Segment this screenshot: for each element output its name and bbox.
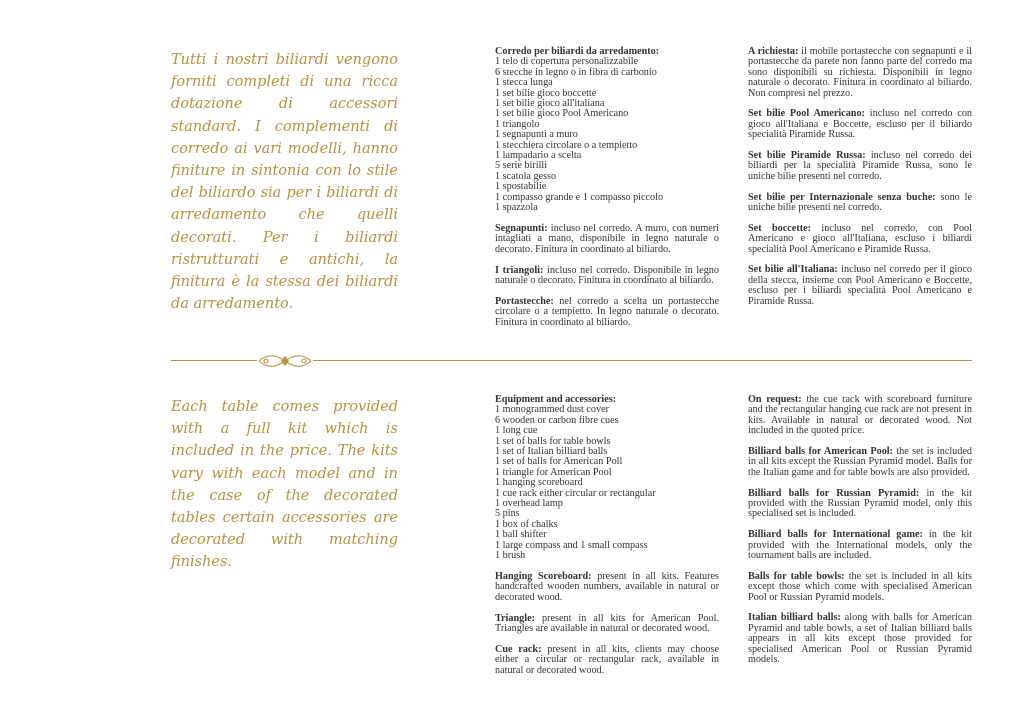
divider-line-left xyxy=(171,360,257,361)
paragraph-heading: Set bilie Pool Americano: xyxy=(748,108,865,120)
list-item: 1 set of balls for American Poll xyxy=(495,456,623,468)
list-item: 1 monogrammed dust cover xyxy=(495,404,610,416)
list-item: 1 spazzola xyxy=(495,202,538,214)
list-item: 1 set bilie gioco boccette xyxy=(495,87,597,99)
paragraph-heading: Segnapunti: xyxy=(495,222,548,234)
list-item: 1 telo di copertura personalizzabile xyxy=(495,56,639,68)
list-item: 1 scatola gesso xyxy=(495,170,557,182)
list-item: 1 hanging scoreboard xyxy=(495,477,583,489)
paragraph-heading: Billiard balls for International game: xyxy=(748,529,923,541)
kit-list xyxy=(495,405,719,561)
paragraph-russian-pyramid xyxy=(748,489,972,520)
list-item: 1 compasso grande e 1 compasso piccolo xyxy=(495,191,664,203)
list-item: 1 long cue xyxy=(495,425,538,437)
paragraph-on-request xyxy=(748,395,972,437)
list-item: 5 pins xyxy=(495,508,520,520)
section-divider xyxy=(171,352,972,370)
paragraph-text: present in all kits, clients may choose either a circular or rectangular rack, available in natural or decorated wood. xyxy=(495,643,719,676)
paragraph-text: present in all kits. Features handcrafted wooden numbers, available in natural or decorated wood. xyxy=(495,570,719,603)
paragraph-text: il mobile portastecche con segnapunti e il portastecche da parete non fanno parte del corredo ma sono disponibili su richiesta. Disponibili in legno naturale o decorato. Finitura in coordinato al biliardo. Non compresi nel prezzo. xyxy=(748,46,972,99)
paragraph-heading: A richiesta: xyxy=(748,46,799,57)
paragraph-heading: I triangoli: xyxy=(495,264,544,276)
paragraph-heading: Set bilie all'Italiana: xyxy=(748,264,838,276)
list-item: 1 large compass and 1 small compass xyxy=(495,539,648,551)
paragraph-text: incluso nel corredo con gioco all'Italiana e Boccette, escluso per il biliardo specialità Piramide Russa. xyxy=(748,108,973,141)
paragraph-text: present in all kits for American Pool. Triangles are available in natural or decorated wood. xyxy=(495,612,719,634)
list-item: 6 stecche in legno o in fibra di carbonio xyxy=(495,66,657,78)
paragraph-international-game xyxy=(748,530,972,561)
list-item: 1 box of chalks xyxy=(495,518,558,530)
italian-details-column xyxy=(748,47,972,317)
list-item: 1 triangle for American Pool xyxy=(495,466,612,478)
list-item: 1 set of Italian billiard balls xyxy=(495,446,608,458)
list-item: 1 spostabilie xyxy=(495,181,547,193)
intro-english: Each table comes provided with a full kit which is included in the price. The kits vary with each model and in the case of the decorated tables certain accessories are decorated with matching finishes. xyxy=(171,399,398,571)
list-item: 5 serie birilli xyxy=(495,160,548,172)
paragraph-heading: Triangle: xyxy=(495,612,535,624)
italian-kit-column xyxy=(495,47,719,338)
paragraph-text: in the kit provided with the Russian Pyramid model, only this specialised set is included. xyxy=(748,487,972,520)
list-item: 1 overhead lamp xyxy=(495,498,563,510)
paragraph-heading: Billiard balls for Russian Pyramid: xyxy=(748,487,920,499)
paragraph-text: incluso nel corredo. Disponibile in legno naturale o decorato. Finitura in coordinato al biliardo. xyxy=(495,264,719,286)
english-details-column xyxy=(748,395,972,676)
paragraph-heading: Set bilie Piramide Russa: xyxy=(748,150,866,162)
paragraph-text: nel corredo a scelta un portastecche circolare o a tempietto. In legno naturale o decorato. Finitura in coordinato al biliardo. xyxy=(495,295,719,328)
paragraph-heading: Cue rack: xyxy=(495,643,542,655)
paragraph-heading: Italian billiard balls: xyxy=(748,612,841,624)
list-item: 1 brush xyxy=(495,550,526,562)
paragraph-cue-rack xyxy=(495,645,719,676)
paragraph-heading: Set boccette: xyxy=(748,222,812,234)
paragraph-heading: On request: xyxy=(748,394,802,405)
paragraph-heading: Balls for table bowls: xyxy=(748,570,845,582)
paragraph-table-bowls xyxy=(748,572,972,603)
paragraph-text: incluso nel corredo, con Pool Americano e gioco all'Italiana, escluso i biliardi specialità Pool Americano e Piramide Russa. xyxy=(748,222,972,255)
kit-list xyxy=(495,57,719,213)
list-item: 1 set bilie gioco Pool Americano xyxy=(495,108,629,120)
paragraph-italiana xyxy=(748,265,972,307)
kit-title: Corredo per biliardi da arredamento: xyxy=(495,46,660,57)
paragraph-triangoli xyxy=(495,266,719,287)
paragraph-pool-americano xyxy=(748,109,972,140)
paragraph-hanging-scoreboard xyxy=(495,572,719,603)
paragraph-text: the cue rack with scoreboard furniture and the rectangular hanging cue rack are not present in kits. Available in natural or decorated wood. Not included in the quoted price. xyxy=(748,394,972,437)
list-item: 1 set bilie gioco all'italiana xyxy=(495,98,605,110)
paragraph-text: sono le uniche bilie presenti nel corredo. xyxy=(748,191,972,214)
paragraph-segnapunti xyxy=(495,224,719,255)
list-item: 1 stecca lunga xyxy=(495,77,553,89)
list-item: 1 cue rack either circular or rectangular xyxy=(495,487,656,499)
paragraph-heading: Hanging Scoreboard: xyxy=(495,570,592,582)
paragraph-text: the set is included in all kits except the Russian Pyramid model. Balls for the Italian game and for table bowls are also provided. xyxy=(748,446,972,478)
paragraph-text: the set is included in all kits except those which come with specialised American Pool or Russian Pyramid models. xyxy=(748,570,972,603)
paragraph-internazionale xyxy=(748,193,972,214)
divider-line-right xyxy=(313,360,972,361)
paragraph-heading: Set bilie per Internazionale senza buche: xyxy=(748,191,936,203)
list-item: 1 triangolo xyxy=(495,118,540,130)
paragraph-piramide-russa xyxy=(748,151,972,182)
paragraph-text: incluso nel corredo dei biliardi per la specialità Piramide Russa, sono le uniche bilie presenti nel corredo. xyxy=(748,150,972,182)
list-item: 1 segnapunti a muro xyxy=(495,129,578,141)
paragraph-triangle xyxy=(495,614,719,635)
paragraph-text: incluso nel corredo per il gioco della stecca, insieme con Pool Americano e Boccette, escluso per i biliardi specialità Pool Americano e Piramide Russa. xyxy=(748,264,972,307)
intro-italian: Tutti i nostri biliardi vengono forniti completi di una ricca dotazione di accessori standard. I complementi di corredo ai vari modelli, hanno finiture in sintonia con lo stile del biliardo sia per i biliardi di arredamento che quelli decorati. Per i biliardi ristrutturati e antichi, la finitura è la stessa dei biliardi da arredamento. xyxy=(171,52,398,313)
list-item: 1 ball shifter xyxy=(495,529,547,541)
paragraph-a-richiesta xyxy=(748,47,972,99)
paragraph-portastecche xyxy=(495,297,719,328)
paragraph-text: along with balls for American Pyramid and table bowls, a set of Italian billiard balls appears in all kits except those provided for specialised American Pool or Russian Pyramid models. xyxy=(748,612,972,666)
list-item: 1 set of balls for table bowls xyxy=(495,435,611,447)
kit-title: Equipment and accessories: xyxy=(495,394,617,405)
paragraph-text: in the kit provided with the International models, only the tournament balls are included. xyxy=(748,529,973,562)
paragraph-american-pool xyxy=(748,447,972,478)
list-item: 1 stecchiera circolare o a tempietto xyxy=(495,139,638,151)
paragraph-boccette xyxy=(748,224,972,255)
list-item: 6 wooden or carbon fibre cues xyxy=(495,414,619,426)
paragraph-heading: Portastecche: xyxy=(495,295,554,307)
ornament-divider-icon xyxy=(257,352,313,370)
paragraph-heading: Billiard balls for American Pool: xyxy=(748,446,894,458)
list-item: 1 lampadario a scelta xyxy=(495,150,582,162)
paragraph-text: incluso nel corredo. A muro, con numeri intagliati a mano, disponibile in legno naturale o decorato. Finitura in coordinato al biliardo. xyxy=(495,222,719,255)
paragraph-italian-balls xyxy=(748,613,972,665)
english-kit-column xyxy=(495,395,719,686)
